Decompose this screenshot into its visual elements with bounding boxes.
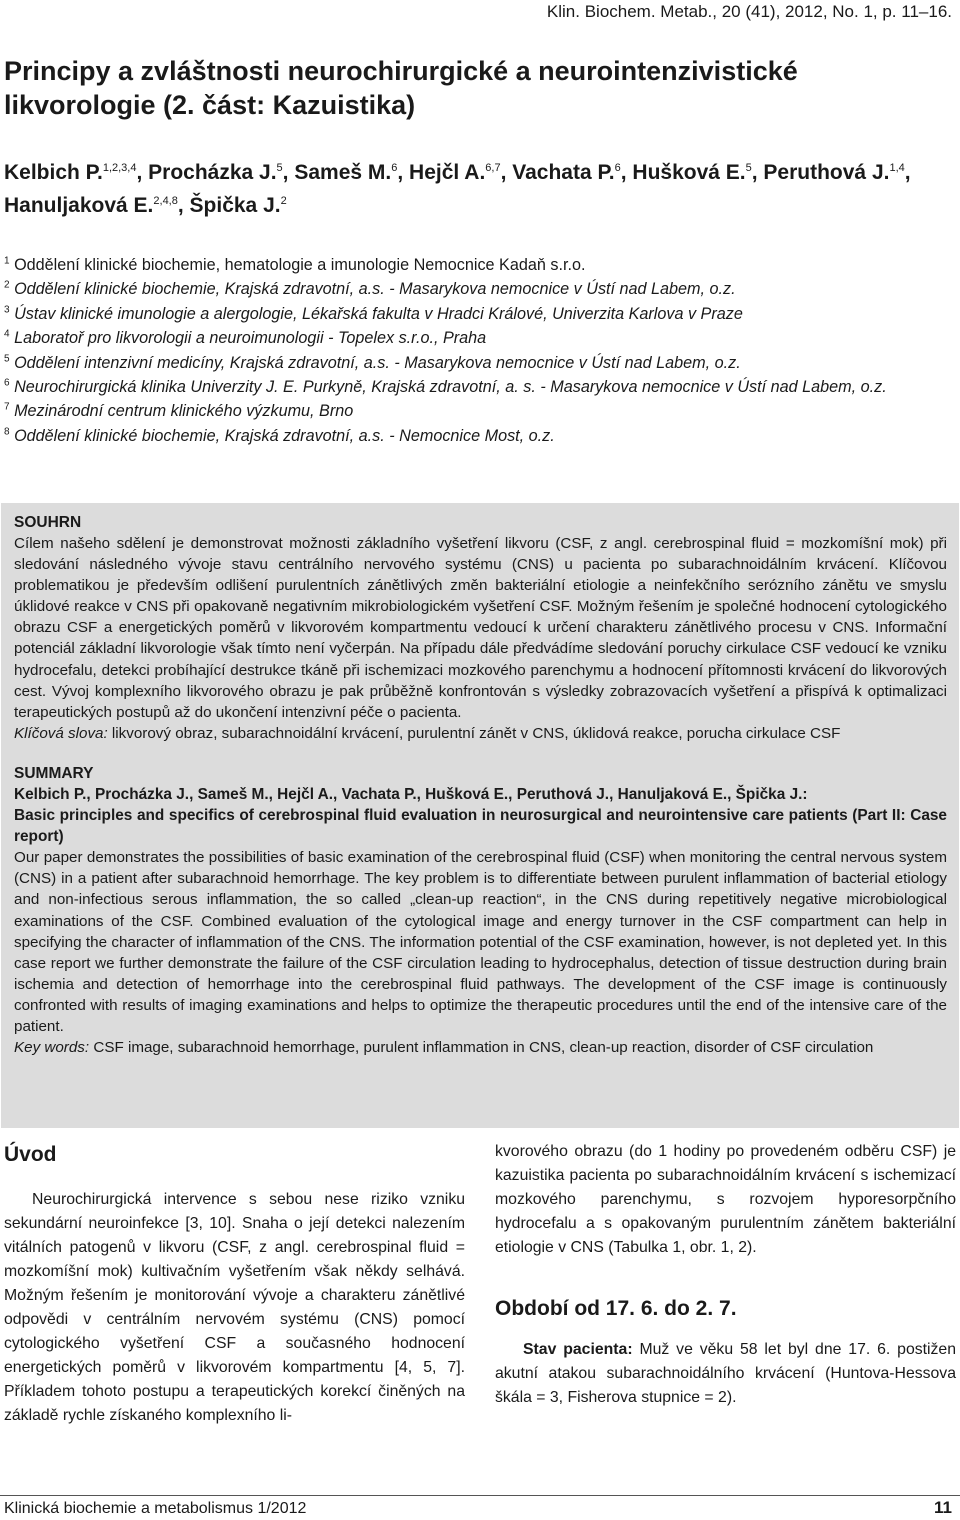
- affiliation-item: $^1$ Oddělení klinické biochemie, hematologie a imunologie Nemocnice Kadaň s.r.o.: [4, 255, 586, 274]
- footer-journal: Klinická biochemie a metabolismus 1/2012: [4, 1500, 307, 1517]
- summary-keywords-label: Key words:: [14, 1039, 90, 1057]
- souhrn-heading: SOUHRN: [14, 514, 82, 531]
- patient-status-label: Stav pacienta:: [523, 1341, 633, 1358]
- affiliation-item: $^4$ Laboratoř pro likvorologii a neuroimunologii - Topelex s.r.o., Praha: [4, 328, 487, 348]
- souhrn-keywords-label: Klíčová slova:: [14, 724, 108, 742]
- souhrn-keywords: likvorový obraz, subarachnoidální krvácení, purulentní zánět v CNS, úklidová reakce, porucha cirkulace CSF: [107, 724, 841, 742]
- author: Hušková E.$^5$: [632, 161, 752, 184]
- affiliation-item: $^3$ Ústav klinické imunologie a alergologie, Lékařská fakulta v Hradci Králové, Univerzita Karlova v Praze: [4, 304, 743, 323]
- souhrn-text: Cílem našeho sdělení je demonstrovat možnosti základního vyšetření likvoru (CSF, z angl. cerebrospinal fluid = mozkomíšní mok) při sledování následného vývoje stavu centrálního nervového systému (CNS) u pacienta po subarachnoidálním krvácení. Klíčovou problematikou je především odlišení purulentních zánětlivých změn bakteriální etiologie a neinfekčního serózního zánětu ve smyslu úklidové reakce v CNS při opakovaně negativním mikrobiologickém vyšetření CSF. Možným řešením je společné hodnocení cytologického obrazu CSF a energetických poměrů v likvorovém kompartmentu vedoucí k určení charakteru zánětlivého procesu v CNS. Informační potenciál základní likvorologie však tímto není vyčerpán. Na případu dále předvádíme sledování poruchy cirkulace CSF vedoucí ke vzniku hydrocefalu, detekci probíhající destrukce tkáně při ischemizaci mozkového parenchymu a hodnocení přítomnosti krvácení do likvorových cest. Vývoj komplexního likvorového obrazu je pak průběžně konfrontován s výsledky zobrazovacích vyšetření a přispívá k optimalizaci terapeutických postupů až do ukončení intenzivní péče o pacienta. Klíčová slova: likvorový obraz, subarachnoidální krvácení, purulentní zánět v CNS, úklidová reakce, porucha cirkulace CSF: [14, 535, 947, 742]
- affiliation-item: $^5$ Oddělení intenzivní medicíny, Krajská zdravotní, a.s. - Masarykova nemocnice v Ústí nad Labem, o.z.: [4, 353, 741, 372]
- author: Kelbich P.$^{1,2,3,4}$: [4, 161, 137, 184]
- journal-reference: Klin. Biochem. Metab., 20 (41), 2012, No. 1, p. 11–16.: [546, 2, 952, 21]
- author: Hanuljaková E.$^{2,4,8}$: [4, 194, 178, 217]
- article-title: [4, 54, 954, 122]
- affiliation-item: $^8$ Oddělení klinické biochemie, Krajská zdravotní, a.s. - Nemocnice Most, o.z.: [4, 426, 555, 445]
- patient-status-text: Stav pacienta: Muž ve věku 58 let byl dne 17. 6. postižen akutní atakou subarachnoidálního krvácení (Huntova-Hessova škála = 3, Fisherova stupnice = 2).: [495, 1341, 956, 1406]
- author: Vachata P.$^6$: [512, 161, 621, 184]
- affiliation-list: [4, 253, 949, 448]
- affiliation-item: $^2$ Oddělení klinické biochemie, Krajská zdravotní, a.s. - Masarykova nemocnice v Ústí nad Labem, o.z.: [4, 280, 736, 299]
- author: Procházka J.$^5$: [148, 161, 283, 184]
- period-heading: Období od 17. 6. do 2. 7.: [495, 1297, 737, 1320]
- summary-keywords: CSF image, subarachnoid hemorrhage, purulent inflammation in CNS, clean-up reaction, disorder of CSF circulation: [89, 1039, 874, 1057]
- affiliation-item: $^6$ Neurochirurgická klinika Univerzity J. E. Purkyně, Krajská zdravotní, a. s. - Masarykova nemocnice v Ústí nad Labem, o.z.: [4, 377, 887, 397]
- author: Hejčl A.$^{6,7}$: [409, 161, 501, 184]
- continuation-text: kvorového obrazu (do 1 hodiny po provedeném odběru CSF) je kazuistika pacienta po subarachnoidálním krvácení s ischemizací mozkového parenchymu, s rozvojem hyporesorpčního hydrocefalu a s opakovaným purulentním zánětem bakteriální etiologie v CNS (Tabulka 1, obr. 1, 2).: [495, 1143, 956, 1256]
- author: Sameš M.$^6$: [294, 161, 398, 184]
- title-line-1: Principy a zvláštnosti neurochirurgické a neurointenzivistické: [4, 56, 798, 86]
- right-column: [495, 1140, 956, 1410]
- affiliation-item: $^7$ Mezinárodní centrum klinického výzkumu, Brno: [4, 402, 354, 421]
- title-line-2: likvorologie (2. část: Kazuistika): [4, 90, 416, 120]
- summary-heading: SUMMARY: [14, 764, 94, 782]
- author: Špička J.$^2$: [189, 194, 287, 217]
- summary-title: Basic principles and specifics of cerebrospinal fluid evaluation in neurosurgical and neurointensive care patients (Part II: Case report): [14, 807, 947, 846]
- abstract-box: [1, 503, 959, 1128]
- author: Peruthová J.$^{1,4}$: [763, 161, 905, 184]
- intro-text: Neurochirurgická intervence s sebou nese riziko vzniku sekundární neuroinfekce [3, 10]. Snaha o její detekci nalezením vitálních patogenů v likvoru (CSF, z angl. cerebrospinal fluid = mozkomíšní mok) kultivačním vyšetřením však někdy selhává. Možným řešením je monitorování vývoje a charakteru zánětlivé odpovědi v centrálním nervovém systému (CNS) pomocí cytologického vyšetření CSF a současného hodnocení energetických poměrů v likvorovém kompartmentu [4, 5, 7]. Příkladem tohoto postupu a terapeutických korekcí činěných na základě rychle získaného komplexního li-: [4, 1191, 465, 1424]
- intro-heading: Úvod: [4, 1143, 57, 1166]
- page-number: 11: [934, 1498, 952, 1517]
- footer-divider: [0, 1495, 960, 1496]
- summary-authors: Kelbich P., Procházka J., Sameš M., Hejčl A., Vachata P., Hušková E., Peruthová J., Hanuljaková E., Špička J.:: [14, 785, 808, 803]
- author-list: Kelbich P.$^{1,2,3,4}$, Procházka J.$^5$, Sameš M.$^6$, Hejčl A.$^{6,7}$, Vachata P.$^6$, Hušková E.$^5$, Peruthová J.$^{1,4}$, Hanuljaková E.$^{2,4,8}$, Špička J.$^2$: [4, 161, 911, 217]
- left-column: [4, 1140, 465, 1428]
- summary-text: Our paper demonstrates the possibilities of basic examination of the cerebrospinal fluid (CSF) when monitoring the central nervous system (CNS) in a patient after subarachnoid hemorrhage. The key problem is to differentiate between purulent inflammation of bacterial etiology and non-infectious serous inflammation, the so called „clean-up reaction“, in the CNS during repetitively negative microbiological examinations of the CSF. Combined evaluation of the cytological image and energy turnover in the CSF compartment can help in specifying the character of inflammation of the CNS. The information potential of the CSF examination, however, is not depleted yet. In this case report we further demonstrate the failure of the CSF circulation leading to hydrocephalus, detection of tissue destruction during brain ischemia and detection of hemorrhage into the cerebrospinal fluid pathways. The development of the CSF image is continuously confronted with results of imaging examinations and helps to optimize the therapeutic procedures until the end of the intensive care of the patient. Key words: CSF image, subarachnoid hemorrhage, purulent inflammation in CNS, clean-up reaction, disorder of CSF circulation: [14, 849, 947, 1057]
